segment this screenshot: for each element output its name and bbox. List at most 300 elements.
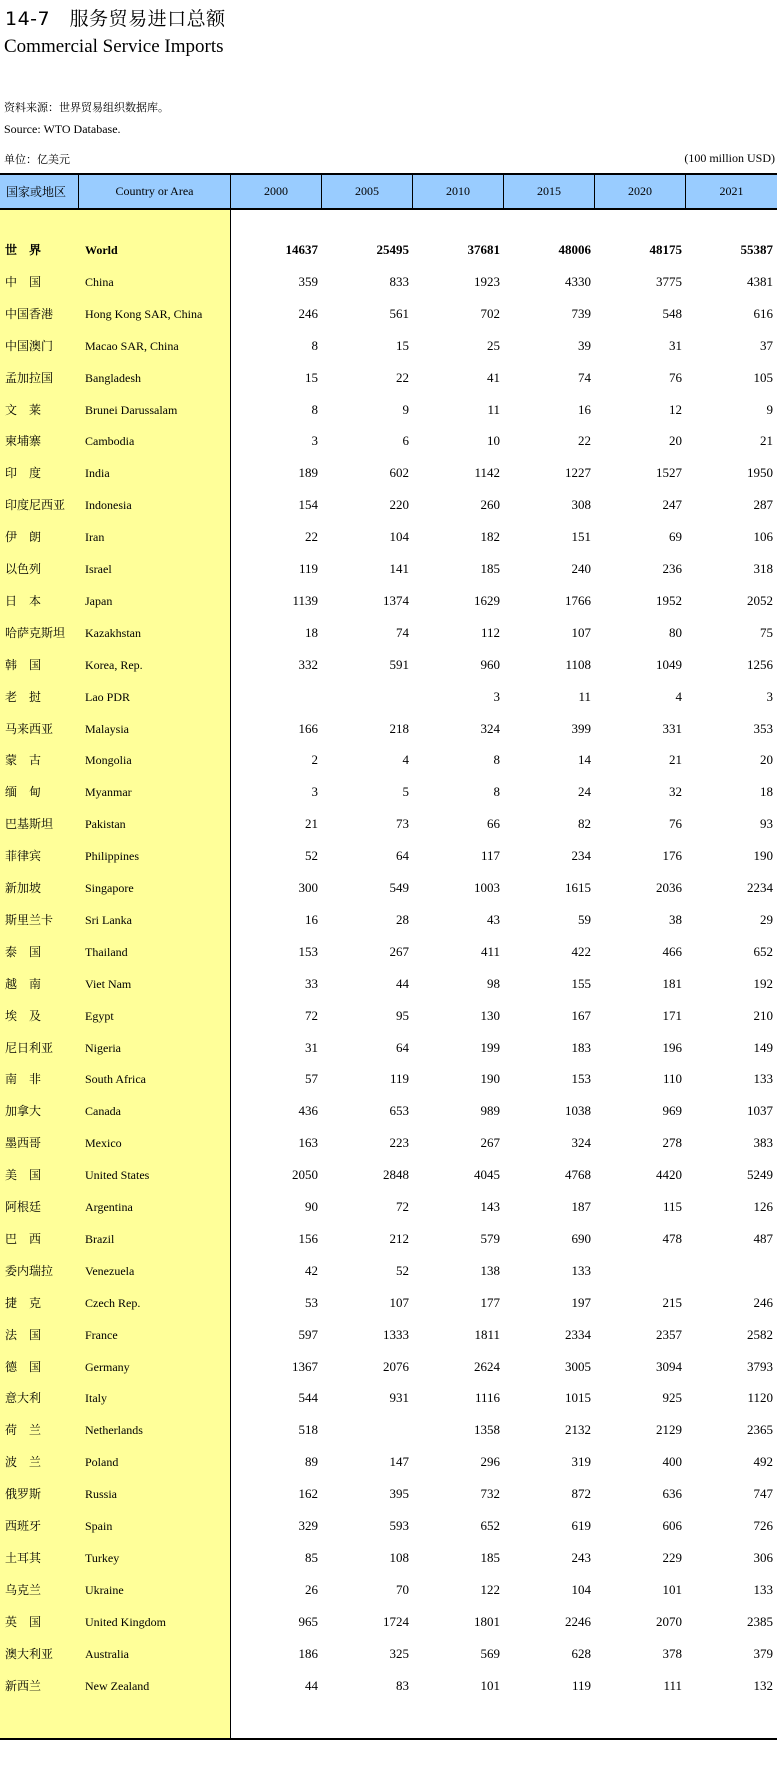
cell-2020: 2129 [656,1422,682,1438]
cell-2015: 1615 [565,880,591,895]
row-label-zh: 斯里兰卡 [5,912,54,927]
row-label-en: Lao PDR [85,689,130,704]
row-label-en: Germany [85,1359,130,1374]
row-label-zh: 俄罗斯 [5,1487,42,1502]
cell-2021: 3 [766,688,773,704]
row-label-en: Turkey [85,1550,120,1565]
unit-note-zh: 单位：亿美元 [4,153,70,166]
cell-2005: 83 [396,1677,409,1693]
table-row [0,1676,777,1696]
cell-2021: 487 [753,1230,773,1246]
cell-2021: 1950 [747,465,773,481]
cell-2015: 153 [571,1071,591,1087]
source-note-zh: 资料来源：世界贸易组织数据库。 [4,101,169,114]
cell-2020: 236 [662,561,682,576]
header-year-2005: 2005 [322,175,413,208]
cell-2020: 110 [662,1071,682,1087]
cell-2005: 549 [389,880,409,895]
cell-2005: 931 [389,1390,409,1406]
table-row [0,1452,777,1472]
cell-2010: 41 [487,369,500,385]
cell-2015: 197 [571,1294,591,1310]
cell-2000: 166 [298,720,318,736]
row-label-zh: 印度尼西亚 [5,498,66,513]
cell-2015: 2132 [565,1422,591,1438]
row-label-en: China [85,274,114,289]
cell-2020: 196 [662,1039,682,1055]
cell-2000: 42 [305,1262,318,1278]
cell-2015: 422 [571,943,591,959]
cell-2010: 267 [480,1135,500,1151]
row-label-zh: 法 国 [5,1327,42,1342]
row-label-en: Pakistan [85,817,126,832]
row-label-en: Malaysia [85,721,129,736]
unit-note-en: (100 million USD) [684,151,775,165]
cell-2020: 3775 [656,273,682,289]
cell-2020: 4420 [656,1167,682,1183]
header-year-2020: 2020 [595,175,686,208]
cell-2020: 2070 [656,1613,682,1629]
cell-2000: 85 [305,1549,318,1565]
table-row [0,495,777,515]
cell-2000: 14637 [285,242,318,257]
cell-2000: 31 [305,1039,318,1055]
cell-2015: 872 [571,1486,591,1502]
cell-2021: 21 [760,433,773,449]
row-label-en: Brunei Darussalam [85,402,178,417]
cell-2000: 18 [305,624,318,640]
header-country-en: Country or Area [79,175,231,208]
cell-2010: 652 [480,1518,500,1533]
cell-2005: 591 [389,656,409,672]
cell-2010: 8 [493,784,500,800]
row-label-zh: 蒙 古 [5,753,42,768]
cell-2000: 965 [298,1613,318,1629]
cell-2015: 1766 [565,592,591,608]
cell-2021: 126 [753,1199,773,1214]
cell-2010: 702 [480,305,500,321]
row-label-en: Bangladesh [85,370,141,385]
cell-2021: 192 [753,975,773,991]
cell-2020: 176 [662,848,682,864]
cell-2000: 3 [311,784,318,800]
cell-2000: 189 [298,465,318,481]
cell-2015: 104 [571,1581,591,1597]
cell-2015: 48006 [558,242,591,257]
cell-2000: 89 [305,1454,318,1470]
cell-2021: 149 [753,1039,773,1055]
cell-2010: 732 [480,1486,500,1502]
table-row [0,942,777,962]
cell-2010: 185 [480,561,500,576]
cell-2000: 8 [311,337,318,353]
cell-2005: 6 [402,433,409,449]
cell-2021: 726 [753,1518,773,1533]
cell-2015: 14 [578,752,591,768]
cell-2020: 3094 [656,1358,682,1374]
cell-2000: 359 [298,273,318,289]
cell-2021: 2234 [747,880,773,895]
cell-2010: 1923 [474,273,500,289]
cell-2020: 378 [662,1645,682,1661]
cell-2000: 2 [311,752,318,768]
table-row [0,336,777,356]
table-row [0,1612,777,1632]
cell-2010: 8 [493,752,500,768]
cell-2015: 619 [571,1518,591,1533]
cell-2005: 267 [389,943,409,959]
cell-2021: 5249 [747,1167,773,1183]
row-label-en: Japan [85,593,113,608]
cell-2005: 119 [389,1071,409,1087]
row-label-zh: 新西兰 [5,1678,42,1693]
row-label-en: Netherlands [85,1423,143,1438]
cell-2000: 156 [298,1230,318,1246]
cell-2015: 739 [571,305,591,321]
cell-2010: 143 [480,1199,500,1214]
cell-2015: 16 [578,401,591,417]
row-label-zh: 伊 朗 [5,530,42,545]
cell-2021: 93 [760,816,773,832]
cell-2005: 9 [402,401,409,417]
table-row [0,1357,777,1377]
cell-2020: 925 [662,1390,682,1406]
row-label-en: Egypt [85,1008,114,1023]
cell-2021: 105 [753,369,773,385]
cell-2000: 329 [298,1518,318,1533]
cell-2020: 466 [662,943,682,959]
cell-2010: 1358 [474,1422,500,1438]
row-label-en: Russia [85,1487,118,1502]
table-row [0,272,777,292]
row-label-zh: 菲律宾 [5,849,42,864]
row-label-en: Philippines [85,849,140,864]
cell-2015: 2334 [565,1326,591,1342]
row-label-en: Australia [85,1646,129,1661]
cell-2005: 73 [396,816,409,832]
row-label-zh: 意大利 [5,1391,42,1406]
table-row [0,974,777,994]
table-row [0,527,777,547]
table-row [0,782,777,802]
cell-2015: 167 [571,1007,591,1023]
cell-2005: 74 [396,624,409,640]
cell-2005: 15 [396,337,409,353]
cell-2000: 163 [298,1135,318,1151]
header-bottom-rule [0,208,777,210]
table-row [0,1101,777,1121]
row-label-zh: 巴 西 [5,1231,42,1246]
cell-2000: 518 [298,1422,318,1438]
cell-2015: 4768 [565,1167,591,1183]
cell-2021: 616 [753,305,773,321]
cell-2000: 26 [305,1581,318,1597]
cell-2010: 66 [487,816,500,832]
row-label-zh: 中 国 [5,274,42,289]
row-label-en: Brazil [85,1231,115,1246]
cell-2005: 22 [396,369,409,385]
row-label-en: Indonesia [85,498,132,513]
cell-2020: 636 [662,1486,682,1502]
row-label-zh: 中国澳门 [5,338,54,353]
cell-2005: 64 [396,848,409,864]
cell-2010: 199 [480,1039,500,1055]
row-label-zh: 荷 兰 [5,1423,42,1438]
header-country-zh: 国家或地区 [0,175,79,208]
row-label-en: South Africa [85,1072,146,1087]
cell-2000: 21 [305,816,318,832]
cell-2020: 76 [669,369,682,385]
cell-2005: 1374 [383,592,409,608]
row-label-zh: 马来西亚 [5,721,54,736]
table-row [0,1420,777,1440]
row-label-zh: 尼日利亚 [5,1040,54,1055]
cell-2005: 218 [389,720,409,736]
row-label-zh: 哈萨克斯坦 [5,625,66,640]
table-row [0,368,777,388]
cell-2005: 593 [389,1518,409,1533]
cell-2005: 325 [389,1645,409,1661]
cell-2020: 115 [662,1199,682,1214]
row-label-en: Thailand [85,944,128,959]
row-label-zh: 美 国 [5,1168,42,1183]
cell-2005: 212 [389,1230,409,1246]
table-row [0,1229,777,1249]
cell-2021: 2385 [747,1613,773,1629]
cell-2020: 20 [669,433,682,449]
cell-2000: 33 [305,975,318,991]
row-label-en: United Kingdom [85,1614,166,1629]
cell-2010: 579 [480,1230,500,1246]
cell-2010: 1003 [474,880,500,895]
cell-2021: 492 [753,1454,773,1470]
cell-2015: 628 [571,1645,591,1661]
cell-2020: 32 [669,784,682,800]
row-label-zh: 孟加拉国 [5,370,54,385]
table-row [0,910,777,930]
cell-2000: 52 [305,848,318,864]
cell-2020: 478 [662,1230,682,1246]
cell-2000: 153 [298,943,318,959]
row-label-zh: 印 度 [5,466,42,481]
cell-2020: 969 [662,1103,682,1119]
cell-2021: 210 [753,1007,773,1023]
cell-2005: 602 [389,465,409,481]
row-label-zh: 英 国 [5,1614,42,1629]
cell-2021: 318 [753,561,773,576]
cell-2020: 38 [669,911,682,927]
row-label-zh: 委内瑞拉 [5,1263,54,1278]
row-label-zh: 老 挝 [5,689,42,704]
cell-2000: 57 [305,1071,318,1087]
cell-2020: 48175 [649,242,682,257]
row-label-en: Czech Rep. [85,1295,141,1310]
cell-2015: 187 [571,1199,591,1214]
table-row [0,1069,777,1089]
cell-2020: 247 [662,497,682,513]
cell-2005: 52 [396,1262,409,1278]
cell-2021: 2582 [747,1326,773,1342]
row-label-zh: 德 国 [5,1359,42,1374]
cell-2020: 21 [669,752,682,768]
header-year-2021: 2021 [686,175,777,208]
cell-2015: 308 [571,497,591,513]
cell-2010: 190 [480,1071,500,1087]
table-row [0,814,777,834]
cell-2000: 15 [305,369,318,385]
row-label-en: Cambodia [85,434,135,449]
row-label-en: Iran [85,530,105,545]
cell-2000: 436 [298,1103,318,1119]
cell-2010: 1629 [474,592,500,608]
cell-2000: 246 [298,305,318,321]
cell-2000: 44 [305,1677,318,1693]
cell-2010: 43 [487,911,500,927]
cell-2020: 331 [662,720,682,736]
cell-2020: 606 [662,1518,682,1533]
cell-2005: 104 [389,529,409,545]
cell-2015: 1038 [565,1103,591,1119]
cell-2010: 260 [480,497,500,513]
cell-2005: 395 [389,1486,409,1502]
table-row [0,1580,777,1600]
cell-2021: 75 [760,624,773,640]
cell-2015: 74 [578,369,591,385]
cell-2015: 155 [571,975,591,991]
cell-2010: 1811 [474,1326,500,1342]
cell-2021: 133 [753,1581,773,1597]
table-row [0,240,777,260]
table-row [0,1548,777,1568]
cell-2015: 39 [578,337,591,353]
table-bottom-rule [0,1738,777,1740]
cell-2020: 548 [662,305,682,321]
cell-2015: 151 [571,529,591,545]
cell-2000: 8 [311,401,318,417]
cell-2015: 319 [571,1454,591,1470]
row-label-en: United States [85,1168,150,1183]
cell-2000: 332 [298,656,318,672]
cell-2000: 1367 [292,1358,318,1374]
table-row [0,304,777,324]
row-label-zh: 捷 克 [5,1295,42,1310]
cell-2020: 171 [662,1007,682,1023]
cell-2020: 1049 [656,656,682,672]
row-label-en: India [85,466,110,481]
cell-2021: 132 [753,1677,773,1693]
cell-2010: 569 [480,1645,500,1661]
cell-2010: 989 [480,1103,500,1119]
cell-2021: 18 [760,784,773,800]
cell-2021: 353 [753,720,773,736]
cell-2015: 243 [571,1549,591,1565]
row-label-en: Poland [85,1455,119,1470]
cell-2005: 4 [402,752,409,768]
cell-2010: 1142 [474,465,500,481]
cell-2020: 229 [662,1549,682,1565]
cell-2020: 215 [662,1294,682,1310]
cell-2021: 379 [753,1645,773,1661]
cell-2000: 90 [305,1199,318,1214]
cell-2020: 278 [662,1135,682,1151]
cell-2021: 747 [753,1486,773,1502]
header-year-2010: 2010 [413,175,504,208]
cell-2010: 10 [487,433,500,449]
row-label-en: Venezuela [85,1263,135,1278]
cell-2020: 111 [663,1677,682,1693]
row-label-zh: 阿根廷 [5,1200,42,1214]
source-note-en: Source: WTO Database. [4,122,121,136]
cell-2010: 296 [480,1454,500,1470]
cell-2015: 11 [578,688,591,704]
cell-2015: 4330 [565,273,591,289]
header-year-2015: 2015 [504,175,595,208]
row-label-zh: 韩 国 [5,657,42,672]
cell-2000: 1139 [292,592,318,608]
row-label-zh: 缅 甸 [5,785,42,800]
cell-2010: 98 [487,975,500,991]
table-row [0,623,777,643]
cell-2005: 2848 [383,1167,409,1183]
table-title-zh: 14-7 服务贸易进口总额 [5,8,226,30]
table-row [0,1484,777,1504]
row-label-zh: 泰 国 [5,944,42,959]
cell-2005: 223 [389,1135,409,1151]
row-label-en: Nigeria [85,1040,121,1055]
cell-2021: 306 [753,1549,773,1565]
row-label-en: Myanmar [85,785,132,800]
cell-2000: 53 [305,1294,318,1310]
cell-2021: 1120 [747,1390,773,1406]
cell-2010: 11 [487,401,500,417]
cell-2000: 597 [298,1326,318,1342]
cell-2020: 1527 [656,465,682,481]
cell-2015: 234 [571,848,591,864]
cell-2015: 1227 [565,465,591,481]
cell-2015: 2246 [565,1613,591,1629]
table-row [0,1644,777,1664]
row-label-en: Israel [85,562,112,576]
cell-2021: 133 [753,1071,773,1087]
row-label-en: Mexico [85,1136,122,1151]
cell-2020: 80 [669,624,682,640]
cell-2015: 24 [578,784,591,800]
data-table [0,173,777,1740]
cell-2005: 95 [396,1007,409,1023]
row-label-zh: 澳大利亚 [5,1646,54,1661]
row-label-zh: 新加坡 [5,881,42,895]
table-row [0,591,777,611]
table-row [0,687,777,707]
row-label-zh: 墨西哥 [5,1136,42,1151]
row-label-zh: 以色列 [5,562,42,576]
cell-2010: 182 [480,529,500,545]
cell-2015: 107 [571,624,591,640]
row-label-zh: 世 界 [5,243,42,257]
cell-2010: 3 [493,688,500,704]
cell-2020: 4 [675,688,682,704]
cell-2020: 2357 [656,1326,682,1342]
row-label-zh: 波 兰 [5,1455,42,1470]
row-label-en: Kazakhstan [85,625,141,640]
table-row [0,559,777,579]
cell-2020: 12 [669,401,682,417]
table-row [0,655,777,675]
table-row [0,1516,777,1536]
row-label-en: Singapore [85,881,134,895]
cell-2020: 400 [662,1454,682,1470]
table-row [0,846,777,866]
